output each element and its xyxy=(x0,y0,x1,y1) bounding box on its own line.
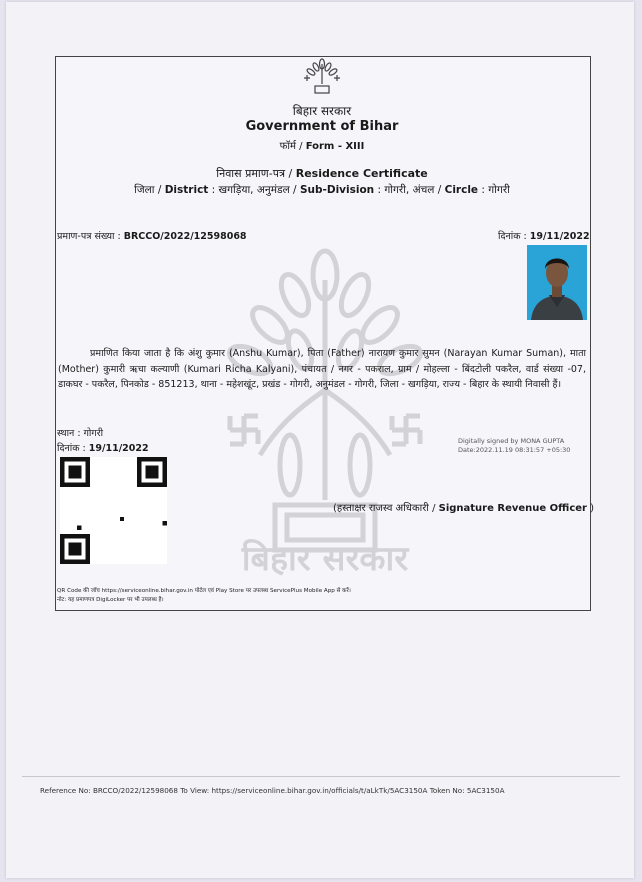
certificate-title xyxy=(55,166,589,181)
qr-note-line1: QR Code की जाँच https://serviceonline.bihar.gov.in पोर्टल एवं Play Store पर उपलब्ध ServicePlus Mobile App से करें। xyxy=(57,588,351,594)
issue-date-value: 19/11/2022 xyxy=(88,443,149,454)
cert-date-label: दिनांक : xyxy=(498,231,530,242)
district-text-4: : गोगरी xyxy=(478,184,510,196)
applicant-photo xyxy=(527,245,587,320)
form-separator: / xyxy=(295,141,306,152)
qr-code[interactable] xyxy=(60,457,167,564)
subdivision-label: Sub-Division xyxy=(299,184,375,196)
header-hindi-title: बिहार सरकार xyxy=(292,104,352,118)
cert-separator: / xyxy=(285,167,296,180)
issue-date-label: दिनांक : xyxy=(57,443,89,454)
place-label: स्थान : xyxy=(57,428,84,439)
cert-number-value: BRCCO/2022/12598068 xyxy=(123,231,247,242)
signature-officer-label xyxy=(333,500,594,514)
district-line xyxy=(55,183,589,197)
footer-divider xyxy=(22,776,620,777)
signature-label-close: ) xyxy=(586,503,595,514)
watermark-text: बिहार सरकार xyxy=(241,539,409,579)
cert-title-hindi: निवास प्रमाण-पत्र xyxy=(216,167,286,180)
form-hindi: फॉर्म xyxy=(279,141,296,152)
watermark-emblem xyxy=(205,240,445,580)
bihar-emblem-logo xyxy=(300,58,344,96)
form-number: Form - XIII xyxy=(305,141,365,152)
signature-label-hindi: (हस्ताक्षर राजस्व अधिकारी / xyxy=(333,503,439,514)
cert-title-en: Residence Certificate xyxy=(295,167,428,180)
digital-signature xyxy=(458,437,570,455)
cert-number-label: प्रमाण-पत्र संख्या : xyxy=(57,231,124,242)
district-label: District xyxy=(164,184,209,196)
government-title: Government of Bihar xyxy=(245,119,399,134)
digital-signature-signer: Digitally signed by MONA GUPTA xyxy=(458,437,565,445)
district-text-3: : गोगरी, अंचल / xyxy=(374,184,445,196)
signature-label-en: Signature Revenue Officer xyxy=(438,503,587,514)
place-value: गोगरी xyxy=(83,428,104,439)
certificate-date xyxy=(498,229,590,242)
certificate-number xyxy=(57,229,247,242)
district-text-1: जिला / xyxy=(134,184,165,196)
form-title xyxy=(55,138,589,152)
cert-date-value: 19/11/2022 xyxy=(529,231,590,242)
qr-verification-note xyxy=(57,587,351,605)
issue-date-line xyxy=(57,441,149,454)
place-line xyxy=(57,426,103,439)
page-footer-reference: Reference No: BRCCO/2022/12598068 To View: https://serviceonline.bihar.gov.in/officials/t/aLkTk/5AC3150A Token No: 5AC3150A xyxy=(40,786,505,795)
qr-note-line2: नोट: यह प्रमाणपत्र DigiLocker पर भी उपलब्ध है। xyxy=(57,597,164,603)
district-text-2: : खगड़िया, अनुमंडल / xyxy=(208,184,300,196)
circle-label: Circle xyxy=(444,184,479,196)
digital-signature-date: Date:2022.11.19 08:31:57 +05:30 xyxy=(458,446,571,454)
certificate-body: प्रमाणित किया जाता है कि अंशु कुमार (Anshu Kumar), पिता (Father) नारायण कुमार सुमन (Narayan Kumar Suman), माता (Mother) कुमारी ऋचा कल्याणी (Kumari Richa Kalyani), पंचायत / नगर - पकराल, ग्राम / मोहल्ला - बिंदटोली पकरैल, वार्ड संख्या -07, डाकघर - पकरैल, पिनकोड - 851213, थाना - महेशखूंट, प्रखंड - गोगरी, अनुमंडल - गोगरी, जिला - खगड़िया, राज्य - बिहार के स्थायी निवासी हैं। xyxy=(58,348,586,390)
